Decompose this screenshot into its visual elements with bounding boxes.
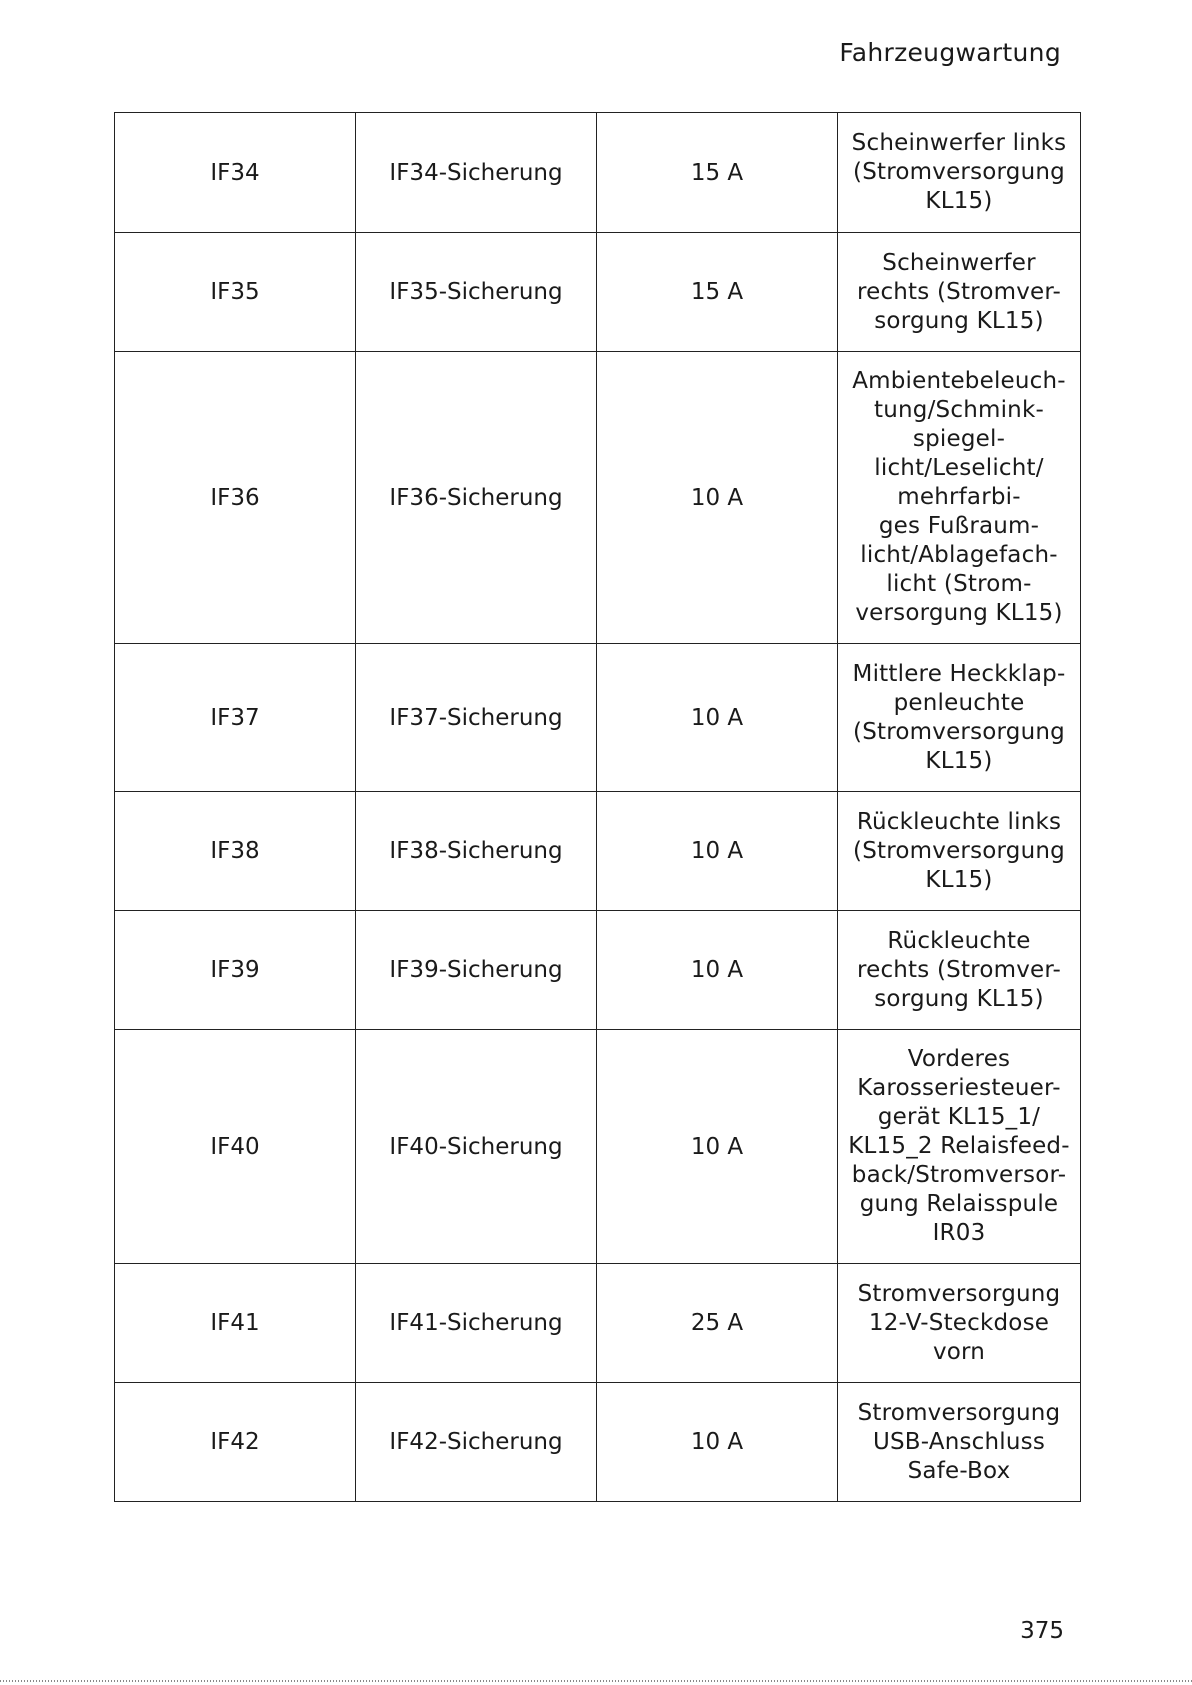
fuse-id-cell: IF36 (115, 352, 356, 644)
table-row (115, 1383, 1081, 1502)
description-line: rechts (Stromver- (856, 278, 1062, 305)
table-row (115, 352, 1081, 644)
table-row (115, 644, 1081, 792)
description-line: (Stromversorgung (853, 718, 1065, 745)
description-line: KL15) (925, 188, 993, 214)
description-line: Scheinwerfer (882, 249, 1036, 276)
description-line: Vorderes (907, 1046, 1011, 1072)
fuse-name-cell: IF40-Sicherung (356, 1030, 597, 1264)
description-line: KL15) (925, 866, 993, 893)
fuse-description-cell (838, 352, 1081, 644)
description-line: Safe-Box (907, 1457, 1011, 1484)
fuse-name-cell: IF38-Sicherung (356, 792, 597, 911)
fuse-description-cell (838, 1030, 1081, 1264)
table-row (115, 911, 1081, 1030)
description-line: gung Relaisspule (859, 1191, 1059, 1217)
page-number: 375 (1020, 1618, 1064, 1644)
page-header-section-title: Fahrzeugwartung (839, 38, 1061, 67)
fuse-id-cell: IF34 (115, 113, 356, 233)
fuse-description-cell (838, 792, 1081, 911)
fuse-description-cell (838, 233, 1081, 352)
description-line: versorgung KL15) (855, 600, 1063, 626)
fuse-description-cell (838, 644, 1081, 792)
description-line: back/Stromversor- (851, 1162, 1067, 1188)
description-line: KL15) (925, 747, 993, 774)
description-line: Scheinwerfer links (851, 130, 1067, 156)
fuse-id-cell: IF37 (115, 644, 356, 792)
description-line: (Stromversorgung (853, 159, 1065, 185)
table-row (115, 792, 1081, 911)
description-line: mehrfarbi- (897, 484, 1021, 510)
fuse-description-cell (838, 911, 1081, 1030)
fuse-rating-cell: 15 A (597, 233, 838, 352)
fuse-name-cell: IF39-Sicherung (356, 911, 597, 1030)
description-line: 12-V-Steckdose (868, 1309, 1050, 1336)
fuse-rating-cell: 15 A (597, 113, 838, 233)
description-line: (Stromversorgung (853, 837, 1065, 864)
fuse-description-cell (838, 1383, 1081, 1502)
description-line: Stromversorgung (857, 1280, 1061, 1307)
fuse-name-cell: IF35-Sicherung (356, 233, 597, 352)
fuse-rating-cell: 25 A (597, 1264, 838, 1383)
description-line: Karosseriesteuer- (857, 1075, 1061, 1101)
fuse-rating-cell: 10 A (597, 911, 838, 1030)
fuse-name-cell: IF37-Sicherung (356, 644, 597, 792)
table-row (115, 1030, 1081, 1264)
description-line: rechts (Stromver- (856, 956, 1062, 983)
description-line: licht (Strom- (886, 571, 1032, 597)
description-line: spiegel- (912, 426, 1006, 452)
description-line: vorn (932, 1338, 986, 1365)
fuse-id-cell: IF39 (115, 911, 356, 1030)
description-line: licht/Leselicht/ (874, 455, 1044, 481)
fuse-name-cell: IF36-Sicherung (356, 352, 597, 644)
fuse-description-cell (838, 1264, 1081, 1383)
fuse-name-cell: IF41-Sicherung (356, 1264, 597, 1383)
description-line: Rückleuchte (887, 927, 1031, 954)
description-line: tung/Schmink- (874, 397, 1044, 423)
description-line: Rückleuchte links (856, 808, 1062, 835)
description-line: licht/Ablagefach- (860, 542, 1058, 568)
table-row (115, 113, 1081, 233)
fuse-rating-cell: 10 A (597, 792, 838, 911)
fuse-id-cell: IF38 (115, 792, 356, 911)
fuse-id-cell: IF41 (115, 1264, 356, 1383)
fuse-id-cell: IF42 (115, 1383, 356, 1502)
description-line: penleuchte (893, 689, 1025, 716)
fuse-description-cell (838, 113, 1081, 233)
fuse-rating-cell: 10 A (597, 1383, 838, 1502)
fuse-id-cell: IF35 (115, 233, 356, 352)
fuse-rating-cell: 10 A (597, 352, 838, 644)
table-row (115, 233, 1081, 352)
description-line: Stromversorgung (857, 1399, 1061, 1426)
fuse-rating-cell: 10 A (597, 1030, 838, 1264)
description-line: sorgung KL15) (874, 985, 1044, 1012)
description-line: KL15_2 Relaisfeed- (848, 1133, 1070, 1159)
description-line: ges Fußraum- (878, 513, 1040, 539)
fuse-name-cell: IF34-Sicherung (356, 113, 597, 233)
fuse-id-cell: IF40 (115, 1030, 356, 1264)
description-line: IR03 (932, 1220, 986, 1246)
scan-edge-divider (0, 1680, 1192, 1682)
fuse-table (114, 112, 1081, 1502)
description-line: Ambientebeleuch- (852, 368, 1066, 394)
description-line: gerät KL15_1/ (877, 1104, 1041, 1130)
fuse-name-cell: IF42-Sicherung (356, 1383, 597, 1502)
fuse-rating-cell: 10 A (597, 644, 838, 792)
table-row (115, 1264, 1081, 1383)
description-line: USB-Anschluss (872, 1428, 1046, 1455)
description-line: Mittlere Heckklap- (852, 660, 1066, 687)
description-line: sorgung KL15) (874, 307, 1044, 334)
